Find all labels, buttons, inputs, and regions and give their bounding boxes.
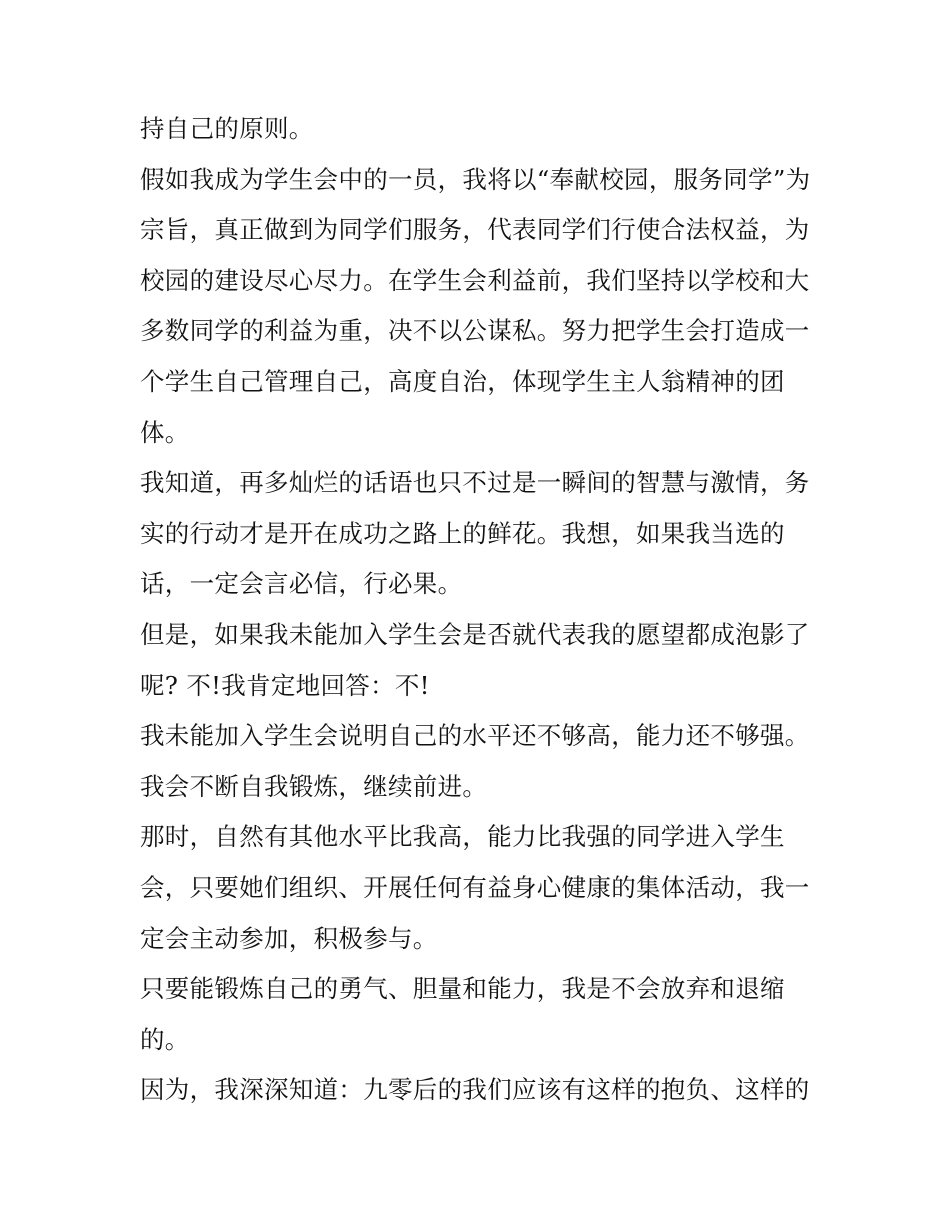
- paragraph: 我知道，再多灿烂的话语也只不过是一瞬间的智慧与激情，务实的行动才是开在成功之路上的鲜花。我想，如果我当选的话，一定会言必信，行必果。: [140, 468, 810, 599]
- paragraph: 持自己的原则。: [140, 114, 314, 143]
- document-body: [140, 104, 818, 1116]
- paragraph: 但是，如果我未能加入学生会是否就代表我的愿望都成泡影了呢? 不!我肯定地回答：不!: [140, 619, 810, 700]
- paragraph: 只要能锻炼自己的勇气、胆量和能力，我是不会放弃和退缩的。: [140, 974, 785, 1054]
- paragraph: 那时，自然有其他水平比我高，能力比我强的同学进入学生会，只要她们组织、开展任何有益身心健康的集体活动，我一定会主动参加，积极参与。: [140, 822, 810, 953]
- paragraph: 因为，我深深知道：九零后的我们应该有这样的抱负、这样的: [140, 1075, 810, 1105]
- paragraph: 假如我成为学生会中的一员，我将以“奉献校园，服务同学”为宗旨，真正做到为同学们服务，代表同学们行使合法权益，为校园的建设尽心尽力。在学生会利益前，我们坚持以学校和大多数同学的利益为重，决不以公谋私。努力把学生会打造成一个学生自己管理自己，高度自治，体现学生主人翁精神的团体。: [140, 164, 811, 447]
- paragraph: 我未能加入学生会说明自己的水平还不够高，能力还不够强。我会不断自我锻炼，继续前进。: [140, 721, 810, 801]
